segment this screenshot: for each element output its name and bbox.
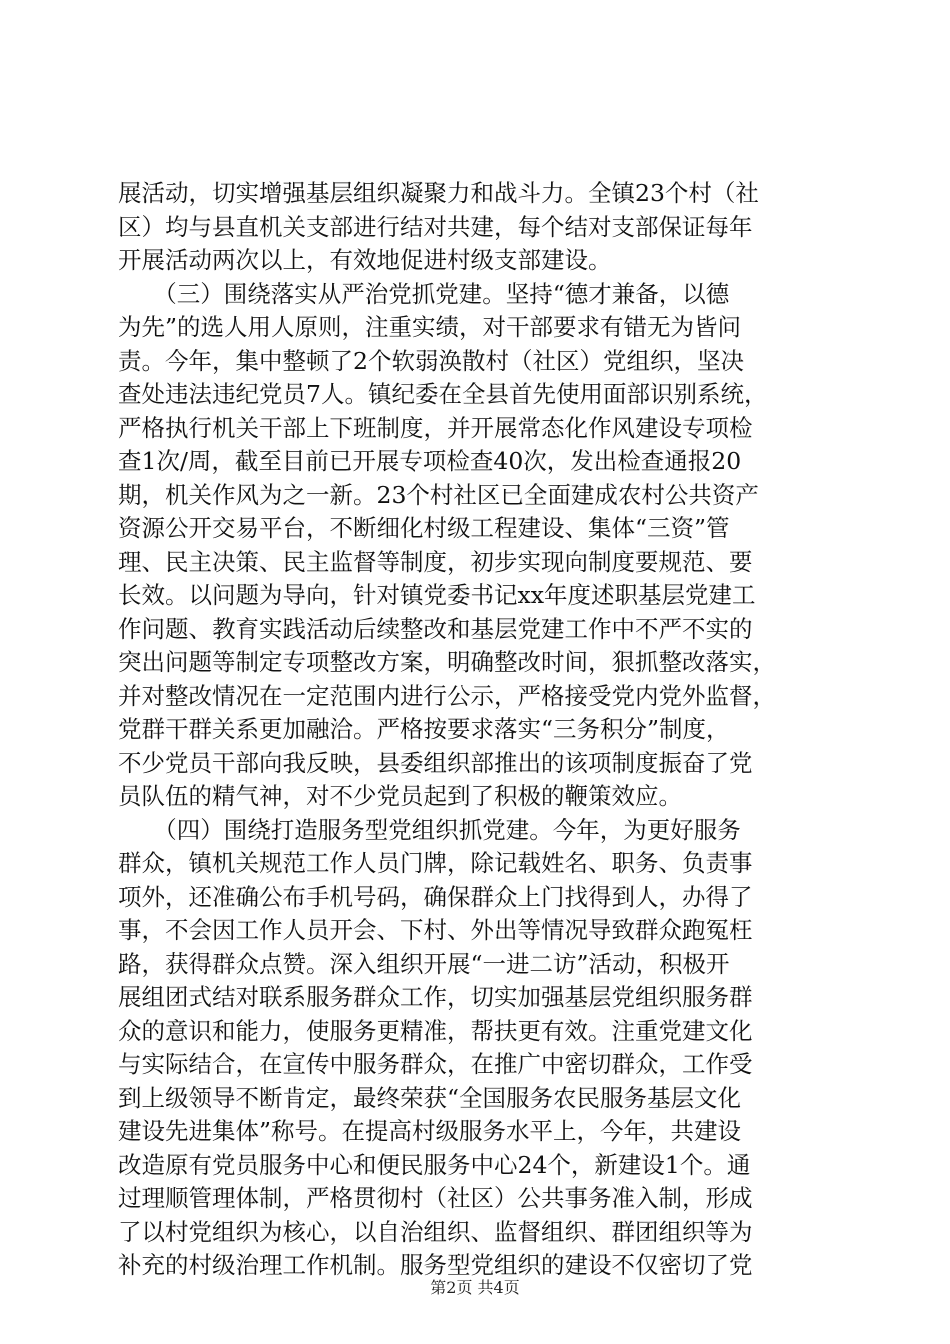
text-line: 了以村党组织为核心，以自治组织、监督组织、群团组织等为 (118, 1217, 753, 1246)
text-line: 众的意识和能力，使服务更精准，帮扶更有效。注重党建文化 (118, 1016, 753, 1045)
text-line: 展组团式结对联系服务群众工作，切实加强基层党组织服务群 (118, 983, 753, 1011)
text-line: 路，获得群众点赞。深入组织开展“一进二访”活动，积极开 (118, 949, 730, 978)
text-line: 改造原有党员服务中心和便民服务中心24个，新建设1个。通 (118, 1150, 751, 1179)
text-line: 不少党员干部向我反映，县委组织部推出的该项制度振奋了党 (118, 748, 753, 777)
text-line: 责。今年，集中整顿了2个软弱涣散村（社区）党组织，坚决 (118, 346, 744, 375)
text-line: 展活动，切实增强基层组织凝聚力和战斗力。全镇23个村（社 (118, 179, 759, 207)
text-line: 严格执行机关干部上下班制度，并开展常态化作风建设专项检 (118, 413, 753, 442)
text-line: 期，机关作风为之一新。23个村社区已全面建成农村公共资产 (118, 480, 759, 509)
text-line: 为先”的选人用人原则，注重实绩，对干部要求有错无为皆问 (118, 313, 742, 341)
text-line: （三）围绕落实从严治党抓党建。坚持“德才兼备，以德 (118, 279, 730, 308)
text-line: 建设先进集体”称号。在提高村级服务水平上，今年，共建设 (118, 1117, 742, 1145)
page-number-footer: 第2页 共4页 (430, 1278, 520, 1297)
text-line: 员队伍的精气神，对不少党员起到了积极的鞭策效应。 (118, 782, 682, 810)
text-line: 补充的村级治理工作机制。服务型党组织的建设不仅密切了党 (118, 1251, 753, 1279)
text-line: 作问题、教育实践活动后续整改和基层党建工作中不严不实的 (118, 614, 753, 643)
text-line: 项外，还准确公布手机号码，确保群众上门找得到人，办得了 (118, 882, 753, 911)
text-line: 过理顺管理体制，严格贯彻村（社区）公共事务准入制，形成 (118, 1184, 753, 1212)
text-line: 党群干群关系更加融洽。严格按要求落实“三务积分”制度， (118, 715, 730, 743)
text-line: 突出问题等制定专项整改方案，明确整改时间，狠抓整改落实， (118, 648, 776, 676)
text-line: 群众，镇机关规范工作人员门牌，除记载姓名、职务、负责事 (118, 849, 753, 877)
text-line: 开展活动两次以上，有效地促进村级支部建设。 (118, 246, 612, 274)
text-line: 到上级领导不断肯定，最终荣获“全国服务农民服务基层文化 (118, 1083, 742, 1112)
text-line: 查处违法违纪党员7人。镇纪委在全县首先使用面部识别系统， (118, 380, 768, 408)
text-line: 并对整改情况在一定范围内进行公示，严格接受党内党外监督， (118, 681, 776, 710)
text-line: 长效。以问题为导向，针对镇党委书记xx年度述职基层党建工 (118, 581, 756, 609)
document-body (118, 177, 838, 1283)
text-line: 理、民主决策、民主监督等制度，初步实现向制度要规范、要 (118, 547, 753, 576)
text-line: 与实际结合，在宣传中服务群众，在推广中密切群众，工作受 (118, 1050, 753, 1078)
text-line: 查1次/周，截至目前已开展专项检查40次，发出检查通报20 (118, 447, 742, 475)
text-line: 区）均与县直机关支部进行结对共建，每个结对支部保证每年 (118, 212, 753, 241)
text-line: （四）围绕打造服务型党组织抓党建。今年，为更好服务 (118, 815, 741, 844)
text-line: 事，不会因工作人员开会、下村、外出等情况导致群众跑冤枉 (118, 916, 753, 944)
text-line: 资源公开交易平台，不断细化村级工程建设、集体“三资”管 (118, 514, 730, 542)
